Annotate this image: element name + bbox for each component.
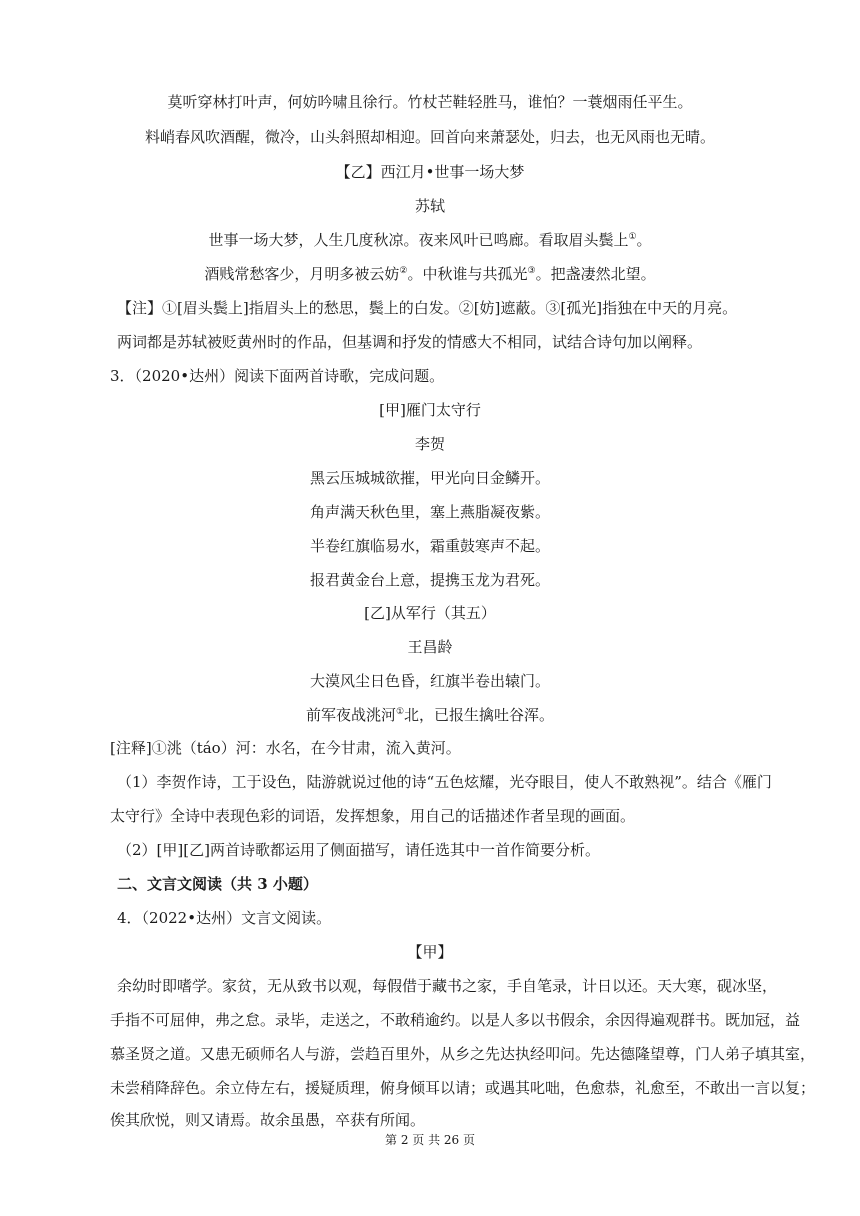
footnote-mark: ① xyxy=(628,232,637,242)
poem-jia-line-3: 半卷红旗临易水，霜重鼓寒声不起。 xyxy=(309,537,550,555)
question-3-sub-1-line-1: （1）李贺作诗，工于设色，陆游就说过他的诗“五色炫耀，光夺眼目，使人不敢熟视”。结合《雁门 xyxy=(117,773,772,791)
passage-line: 慕圣贤之道。又患无硕师名人与游，尝趋百里外，从乡之先达执经叩问。先达德隆望尊，门人弟子填其室， xyxy=(110,1045,816,1063)
footnote-mark: ② xyxy=(399,266,408,276)
poem-yi-line-2: 前军夜战洮河①北，已报生擒吐谷浑。 xyxy=(305,706,555,724)
poem-b-line-1: 世事一场大梦，人生几度秋凉。夜来风叶已鸣廊。看取眉头鬓上①。 xyxy=(208,231,652,249)
section-heading: 二、文言文阅读（共 3 小题） xyxy=(117,875,318,893)
poem-b-author: 苏轼 xyxy=(414,197,445,215)
poem-yi-line-1: 大漠风尘日色昏，红旗半卷出辕门。 xyxy=(309,672,550,690)
question-2-prompt: 两词都是苏轼被贬黄州时的作品，但基调和抒发的情感大不相同，试结合诗句加以阐释。 xyxy=(117,333,703,351)
passage-line: 俟其欣悦，则又请焉。故余虽愚，卒获有所闻。 xyxy=(110,1111,426,1129)
poem-a-line-2: 料峭春风吹酒醒，微冷，山头斜照却相迎。回首向来萧瑟处，归去，也无风雨也无晴。 xyxy=(144,128,715,146)
poem-yi-title: [乙]从军行（其五） xyxy=(364,604,496,622)
passage-line: 未尝稍降辞色。余立侍左右，援疑质理，俯身倾耳以请；或遇其叱咄，色愈恭，礼愈至，不敢出一言以复； xyxy=(110,1079,816,1097)
poem-jia-line-2: 角声满天秋色里，塞上燕脂凝夜紫。 xyxy=(309,503,550,521)
question-3-sub-1-line-2: 太守行》全诗中表现色彩的词语，发挥想象，用自己的话描述作者呈现的画面。 xyxy=(110,807,636,825)
question-3-sub-2: （2）[甲][乙]两首诗歌都运用了侧面描写，请任选其中一首作简要分析。 xyxy=(117,841,600,859)
poem-jia-line-4: 报君黄金台上意，提携玉龙为君死。 xyxy=(309,571,550,589)
poem-jia-author: 李贺 xyxy=(414,435,445,453)
passage-line: 余幼时即嗜学。家贫，无从致书以观，每假借于藏书之家，手自笔录，计日以还。天大寒，砚冰坚， xyxy=(117,977,778,995)
passage-line: 手指不可屈伸，弗之怠。录毕，走送之，不敢稍逾约。以是人多以书假余，余因得遍观群书。既加冠，益 xyxy=(110,1011,801,1029)
page-footer: 第 2 页 共 26 页 xyxy=(385,1133,475,1147)
poem-b-title: 【乙】西江月•世事一场大梦 xyxy=(335,163,525,181)
poem-jia-line-1: 黑云压城城欲摧，甲光向日金鳞开。 xyxy=(309,469,550,487)
footnote-mark: ③ xyxy=(527,266,536,276)
poem-yi-author: 王昌龄 xyxy=(407,638,453,656)
poem-b-line-2: 酒贱常愁客少，月明多被云妨②。中秋谁与共孤光③。把盏凄然北望。 xyxy=(204,265,656,283)
poem-a-line-1: 莫听穿林打叶声，何妨吟啸且徐行。竹杖芒鞋轻胜马，谁怕？一蓑烟雨任平生。 xyxy=(167,93,693,111)
passage-label: 【甲】 xyxy=(407,943,453,961)
question-3-stem: 3．（2020•达州）阅读下面两首诗歌，完成问题。 xyxy=(110,367,445,385)
footnote-mark: ① xyxy=(395,707,405,717)
poem-b-note: 【注】①[眉头鬓上]指眉头上的愁思，鬓上的白发。②[妨]遮蔽。③[孤光]指独在中天的月亮。 xyxy=(117,299,738,317)
poem-jia-title: [甲]雁门太守行 xyxy=(379,401,481,419)
poem-note: [注释]①洮（táo）河：水名，在今甘肃，流入黄河。 xyxy=(110,739,461,757)
question-4-stem: 4．（2022•达州）文言文阅读。 xyxy=(117,909,332,927)
